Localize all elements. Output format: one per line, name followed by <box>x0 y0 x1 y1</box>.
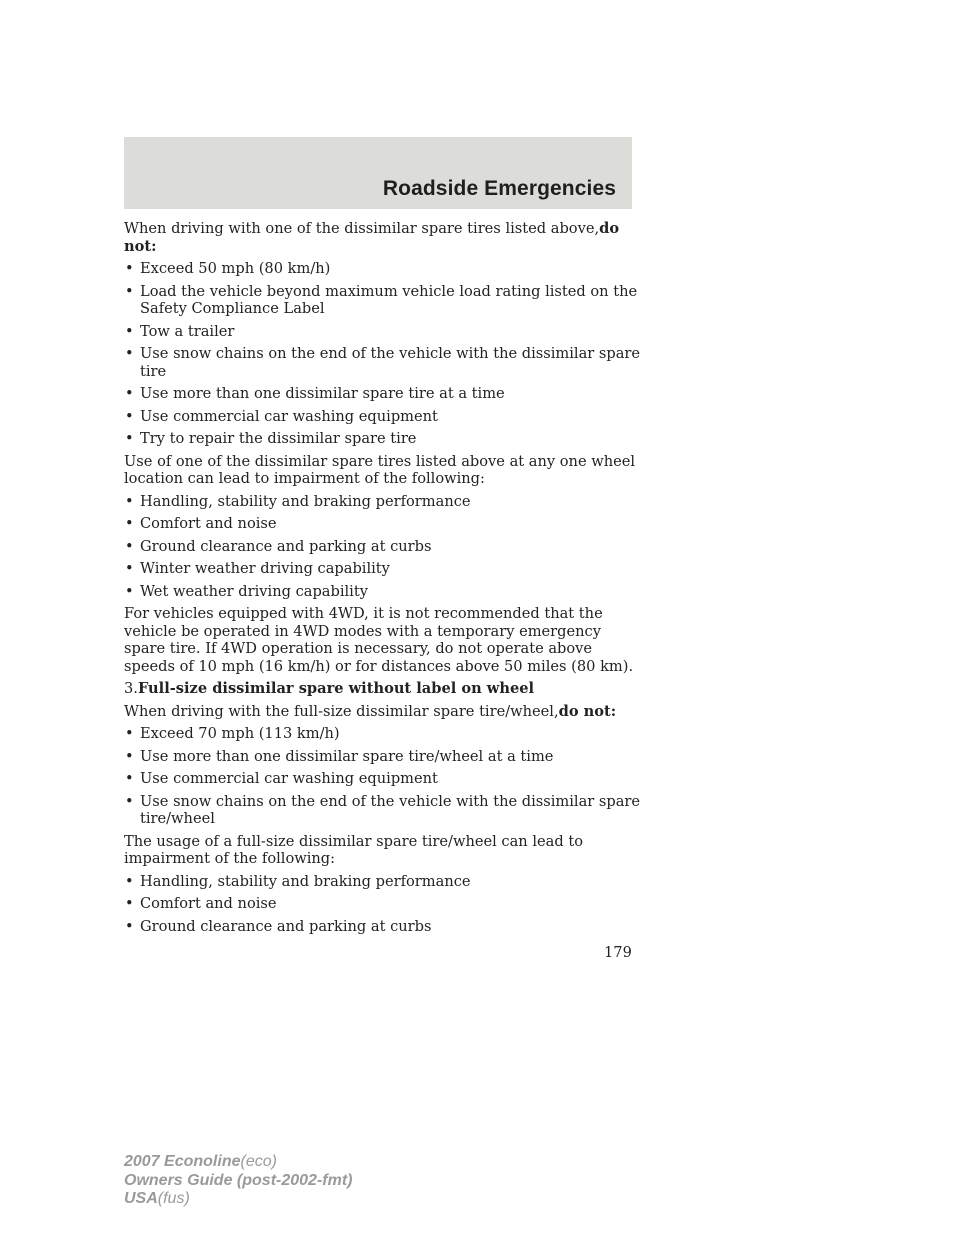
intro-text: When driving with one of the dissimilar spare tires listed above, <box>124 220 600 237</box>
bullet-icon: • <box>125 385 134 402</box>
bullet-icon: • <box>125 430 134 447</box>
section-header <box>124 137 632 209</box>
list-item: • Exceed 70 mph (113 km/h) <box>125 725 340 742</box>
bullet-icon: • <box>125 872 134 890</box>
bullet-icon: • <box>125 322 134 340</box>
paragraph: For vehicles equipped with 4WD, it is not recommended that the vehicle be operated in 4WD modes with a temporary emergency spare tire. If 4WD operation is necessary, do not operate above speeds of 10 mph (16 km/h) or for distances above 50 miles (80 km). <box>124 605 634 675</box>
list-item: • Use more than one dissimilar spare tire at a time <box>125 385 505 402</box>
bullet-icon: • <box>125 407 134 425</box>
section-heading <box>124 680 644 698</box>
intro-text: When driving with the full-size dissimilar spare tire/wheel, <box>124 702 559 720</box>
list-item: • Try to repair the dissimilar spare tire <box>125 430 417 447</box>
bullet-icon: • <box>125 537 134 555</box>
list-item: • Use commercial car washing equipment <box>125 407 438 425</box>
page-number: 179 <box>604 944 632 961</box>
footer-line: 2007 Econoline(eco) <box>124 1153 277 1170</box>
list-item: • Use snow chains on the end of the vehicle with the dissimilar spare tire <box>125 345 641 380</box>
list-item: • Load the vehicle beyond maximum vehicle load rating listed on the Safety Compliance Label <box>125 282 638 317</box>
list-item: • Comfort and noise <box>125 895 277 912</box>
footer-line: Owners Guide (post-2002-fmt) <box>124 1171 353 1189</box>
paragraph: The usage of a full-size dissimilar spare tire/wheel can lead to impairment of the following: <box>124 832 583 867</box>
bullet-icon: • <box>125 725 134 742</box>
bullet-icon: • <box>125 345 134 362</box>
document-footer <box>124 1153 352 1209</box>
list-item: • Use snow chains on the end of the vehicle with the dissimilar spare tire/wheel <box>125 792 641 827</box>
list-item: • Wet weather driving capability <box>125 582 368 600</box>
list-item: • Use commercial car washing equipment <box>125 770 438 787</box>
intro-bold: do not: <box>558 702 617 720</box>
list-item: • Comfort and noise <box>125 515 277 532</box>
section-title: Roadside Emergencies <box>382 177 616 200</box>
bullet-icon: • <box>125 792 134 810</box>
bullet-icon: • <box>125 747 134 765</box>
list-item: • Handling, stability and braking performance <box>125 872 471 890</box>
intro-paragraph <box>124 703 644 721</box>
footer-line: USA(fus) <box>124 1190 190 1207</box>
section-number: 3. <box>124 680 138 697</box>
bullet-icon: • <box>125 582 134 600</box>
list-item: • Ground clearance and parking at curbs <box>125 917 432 935</box>
bullet-icon: • <box>125 260 134 277</box>
paragraph: Use of one of the dissimilar spare tires listed above at any one wheel location can lead to impairment of the following: <box>124 452 636 487</box>
bullet-icon: • <box>125 770 134 787</box>
list-item: • Ground clearance and parking at curbs <box>125 537 432 555</box>
bullet-icon: • <box>125 282 134 300</box>
bullet-icon: • <box>125 560 134 577</box>
bullet-icon: • <box>125 895 134 912</box>
bullet-icon: • <box>125 492 134 510</box>
list-item: • Handling, stability and braking performance <box>125 492 471 510</box>
intro-bold: do not: <box>124 220 620 255</box>
page-content <box>124 220 644 940</box>
bullet-icon: • <box>125 917 134 935</box>
list-item: • Tow a trailer <box>125 322 235 340</box>
list-item: • Exceed 50 mph (80 km/h) <box>125 260 331 277</box>
list-item: • Winter weather driving capability <box>125 560 390 577</box>
list-item: • Use more than one dissimilar spare tire/wheel at a time <box>125 747 554 765</box>
section-heading-text: Full-size dissimilar spare without label on wheel <box>137 680 535 697</box>
bullet-icon: • <box>125 515 134 532</box>
intro-paragraph <box>124 220 644 255</box>
